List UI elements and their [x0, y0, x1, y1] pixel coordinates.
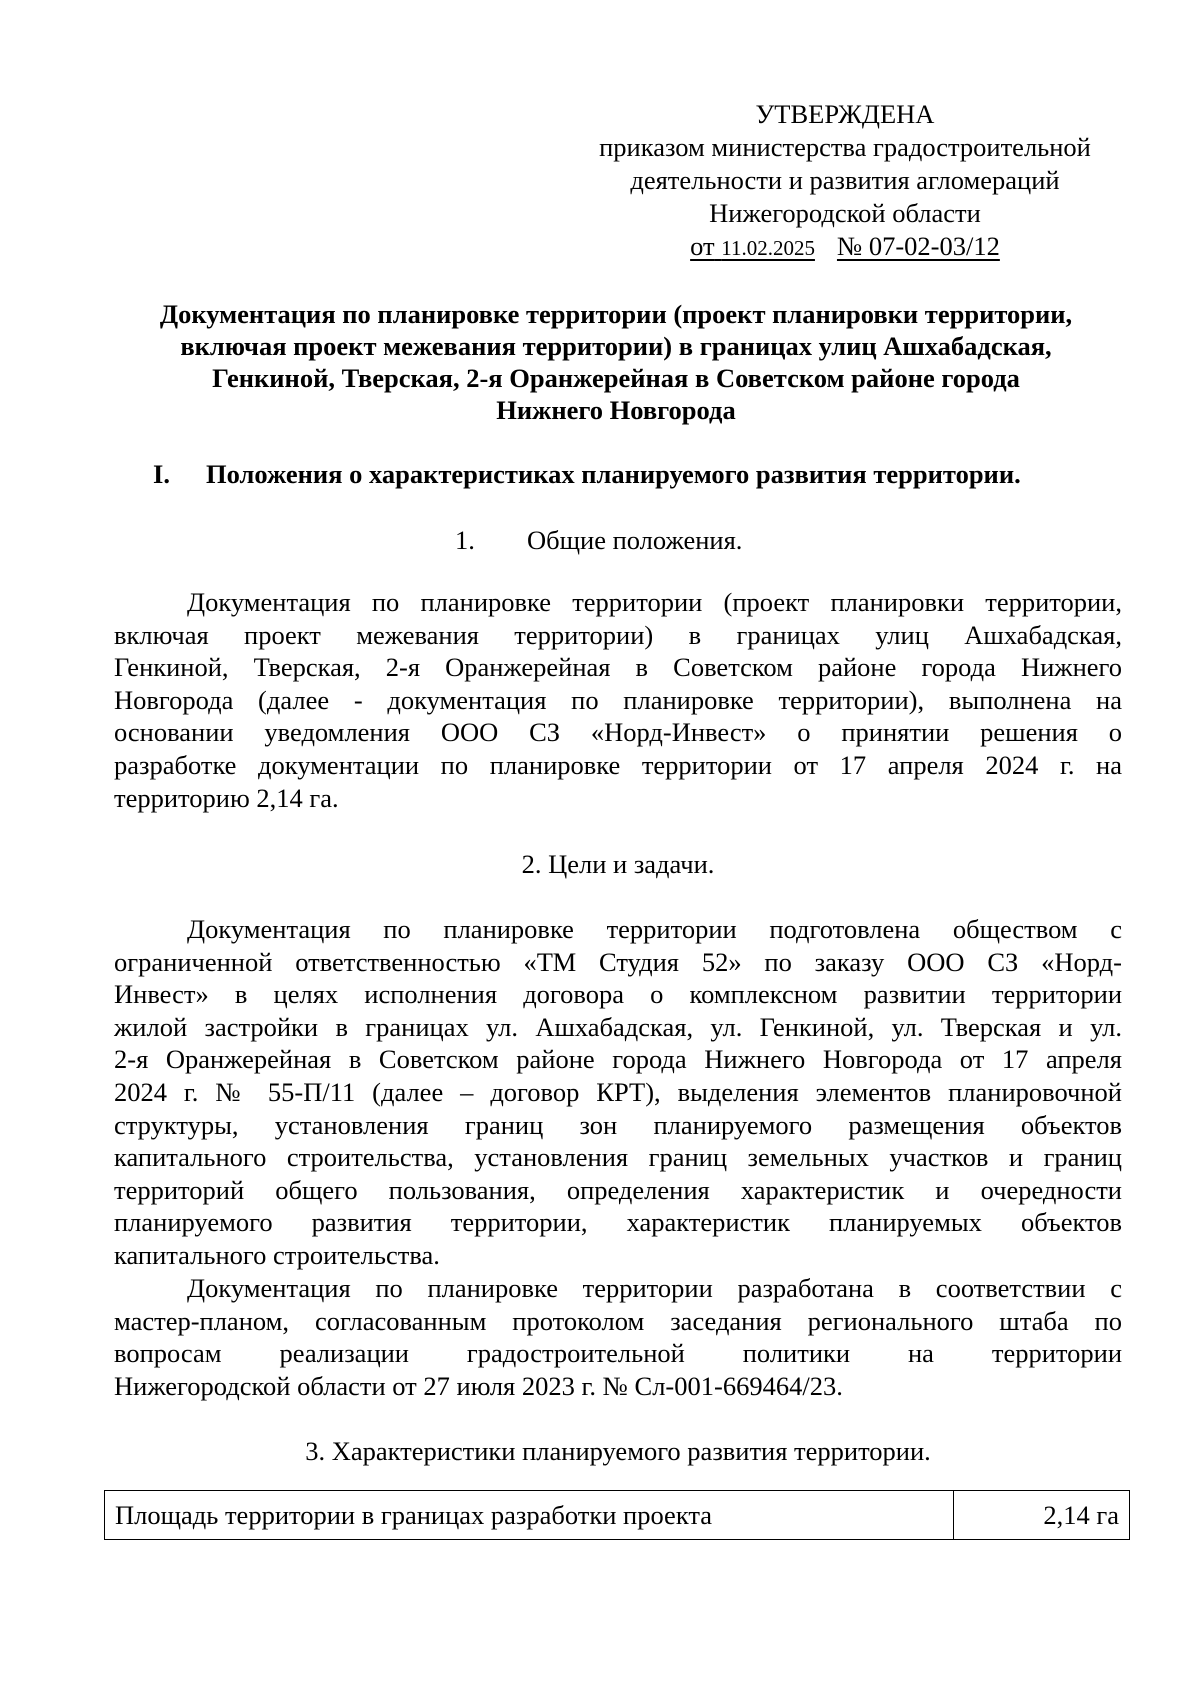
- paragraph-line: планируемого развития территории, характеристик планируемых объектов: [114, 1207, 1122, 1238]
- section-heading: Положения о характеристиках планируемого развития территории.: [206, 459, 1021, 489]
- general-provisions-paragraph: [114, 586, 1122, 814]
- paragraph-line: жилой застройки в границах ул. Ашхабадская, ул. Генкиной, ул. Тверская и ул.: [114, 1011, 1122, 1042]
- approval-line-2: деятельности и развития агломераций: [630, 165, 1060, 195]
- paragraph-line: капитального строительства.: [114, 1239, 440, 1270]
- approval-order: [560, 230, 1130, 265]
- paragraph-line: 2-я Оранжерейная в Советском районе города Нижнего Новгорода от 17 апреля: [114, 1044, 1122, 1075]
- paragraph-line: Нижегородской области от 27 июля 2023 г. № Сл-001-669464/23.: [114, 1370, 843, 1401]
- table-cell-value: 2,14 га: [954, 1491, 1130, 1540]
- table-row: [105, 1491, 1130, 1540]
- goals-paragraph-1: [114, 913, 1122, 1272]
- paragraph-line: капитального строительства, установления границ земельных участков и границ: [114, 1142, 1122, 1173]
- approval-line-1: приказом министерства градостроительной: [599, 132, 1091, 162]
- paragraph-line: Инвест» в целях исполнения договора о комплексном развитии территории: [114, 979, 1122, 1010]
- table-cell-label: Площадь территории в границах разработки проекта: [105, 1491, 954, 1540]
- document-title: [110, 298, 1122, 426]
- subsection-2-heading: 2. Цели и задачи.: [521, 849, 715, 879]
- characteristics-table: [104, 1490, 1130, 1540]
- subsection-3-heading: 3. Характеристики планируемого развития территории.: [305, 1436, 931, 1466]
- title-line: включая проект межевания территории) в границах улиц Ашхабадская,: [180, 331, 1052, 361]
- paragraph-line: мастер-планом, согласованным протоколом заседания регионального штаба по: [114, 1305, 1122, 1336]
- paragraph-line: Документация по планировке территории (проект планировки территории,: [187, 587, 1122, 617]
- paragraph-line: территорию 2,14 га.: [114, 782, 339, 813]
- paragraph-line: 2024 г. № 55-П/11 (далее – договор КРТ), выделения элементов планировочной: [114, 1076, 1122, 1107]
- goals-paragraph-2: [114, 1272, 1122, 1402]
- paragraph-line: территорий общего пользования, определения характеристик и очередности: [114, 1174, 1122, 1205]
- order-date: 11.02.2025: [721, 236, 815, 260]
- title-line: Нижнего Новгорода: [496, 395, 736, 425]
- paragraph-line: основании уведомления ООО СЗ «Норд-Инвест» о принятии решения о: [114, 717, 1122, 748]
- subsection-1-heading: Общие положения.: [527, 525, 743, 555]
- approval-line-3: Нижегородской области: [709, 198, 981, 228]
- order-number: № 07-02-03/12: [836, 231, 1000, 261]
- order-reference: [690, 231, 1000, 261]
- paragraph-line: Документация по планировке территории подготовлена обществом с: [187, 914, 1122, 944]
- order-prefix: от: [690, 231, 715, 261]
- subsection-1-number: 1.: [455, 525, 475, 555]
- paragraph-line: включая проект межевания территории) в границах улиц Ашхабадская,: [114, 619, 1122, 650]
- title-line: Документация по планировке территории (проект планировки территории,: [159, 299, 1073, 329]
- paragraph-line: Генкиной, Тверская, 2-я Оранжерейная в Советском районе города Нижнего: [114, 652, 1122, 683]
- approval-status: УТВЕРЖДЕНА: [755, 99, 935, 129]
- paragraph-line: структуры, установления границ зон планируемого размещения объектов: [114, 1109, 1122, 1140]
- paragraph-line: Новгорода (далее - документация по планировке территории), выполнена на: [114, 684, 1122, 715]
- section-number: I.: [153, 459, 170, 489]
- approval-stamp: [560, 98, 1130, 265]
- paragraph-line: разработке документации по планировке территории от 17 апреля 2024 г. на: [114, 749, 1122, 780]
- paragraph-line: вопросам реализации градостроительной политики на территории: [114, 1338, 1122, 1369]
- paragraph-line: Документация по планировке территории разработана в соответствии с: [187, 1273, 1122, 1303]
- title-line: Генкиной, Тверская, 2-я Оранжерейная в Советском районе города: [212, 363, 1020, 393]
- paragraph-line: ограниченной ответственностью «ТМ Студия 52» по заказу ООО СЗ «Норд-: [114, 946, 1122, 977]
